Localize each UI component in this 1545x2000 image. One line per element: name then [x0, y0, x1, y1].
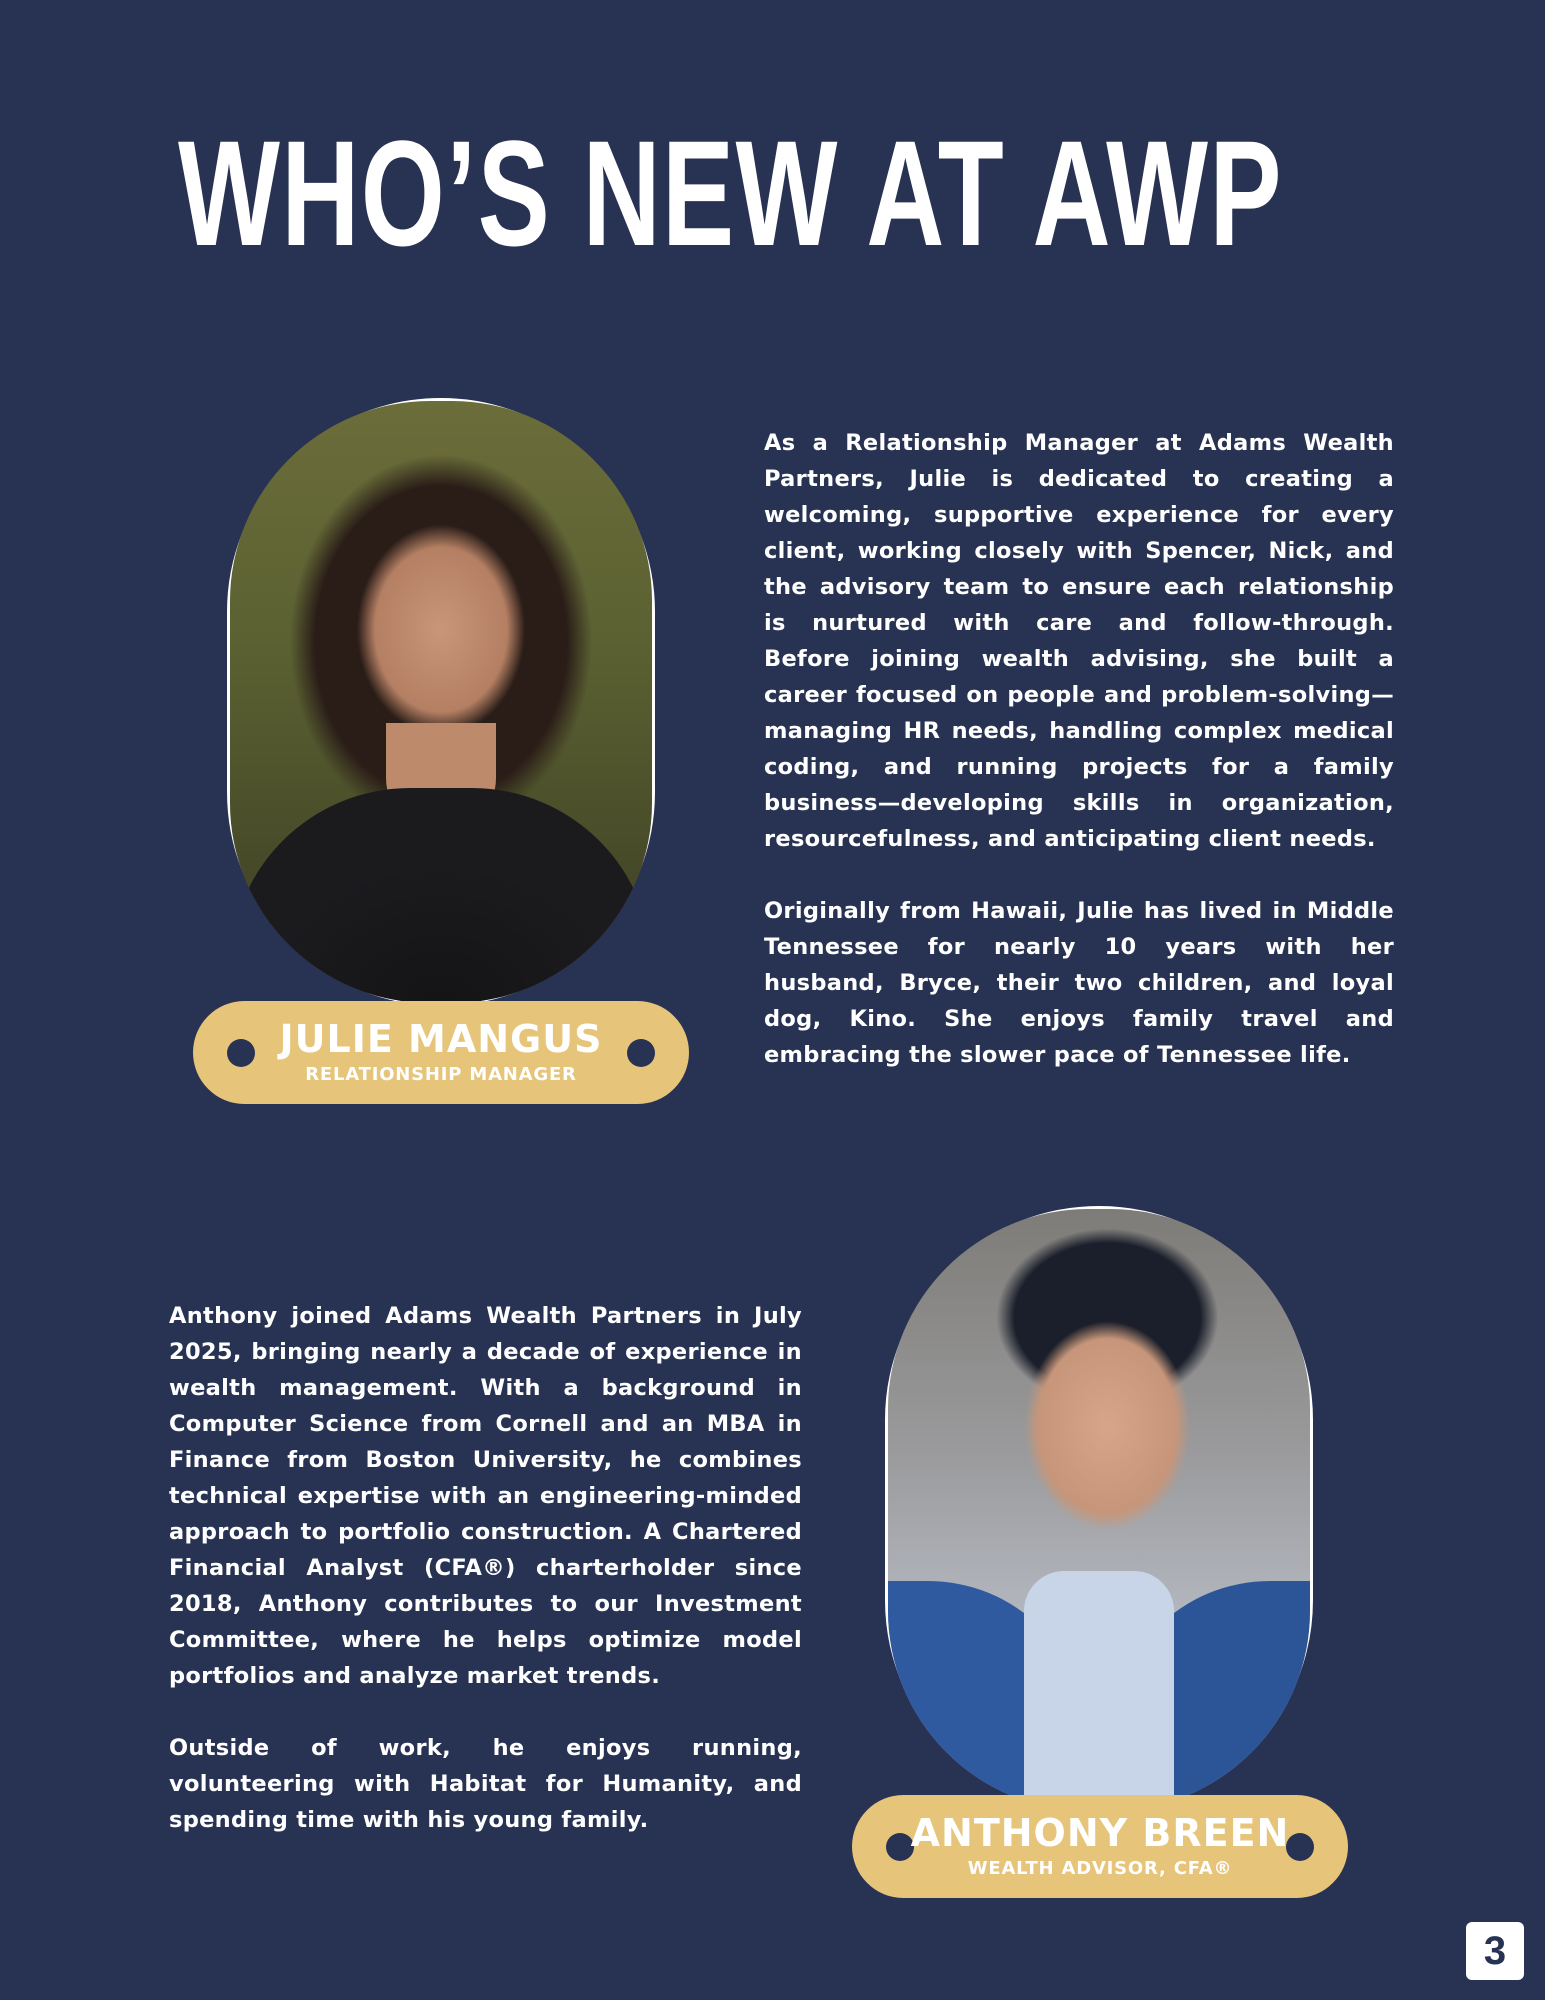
bio-paragraph: Outside of work, he enjoys running, volunteering with Habitat for Humanity, and spending time with his young family. [169, 1735, 802, 1833]
nameplate-anthony [852, 1795, 1348, 1898]
profile-role: WEALTH ADVISOR, CFA® [967, 1858, 1233, 1879]
portrait-frame-anthony [885, 1206, 1313, 1814]
page-number: 3 [1466, 1922, 1524, 1980]
portrait-frame-julie [227, 398, 655, 1006]
nameplate-julie [193, 1001, 689, 1104]
bio-paragraph: As a Relationship Manager at Adams Wealth Partners, Julie is dedicated to creating a welcoming, supportive experience for every client, working closely with Spencer, Nick, and the advisory team to ensure each relationship is nurtured with care and follow-through. Before joining wealth advising, she built a career focused on people and problem-solving—managing HR needs, handling complex medical coding, and running projects for a family business—developing skills in organization, resourcefulness, and anticipating client needs. [764, 430, 1394, 852]
bio-paragraph: Anthony joined Adams Wealth Partners in July 2025, bringing nearly a decade of experience in wealth management. With a background in Computer Science from Cornell and an MBA in Finance from Boston University, he combines technical expertise with an engineering-minded approach to portfolio construction. A Chartered Financial Analyst (CFA®) charterholder since 2018, Anthony contributes to our Investment Committee, where he helps optimize model portfolios and analyze market trends. [169, 1303, 802, 1689]
photo-anthony-breen [888, 1209, 1310, 1811]
photo-julie-mangus [230, 401, 652, 1003]
bio-anthony [169, 1298, 802, 1838]
profile-name: JULIE MANGUS [279, 1017, 603, 1061]
photo-detail [1024, 1571, 1174, 1811]
bio-paragraph: Originally from Hawaii, Julie has lived in Middle Tennessee for nearly 10 years with her husband, Bryce, their two children, and loyal dog, Kino. She enjoys family travel and embracing the slower pace of Tennessee life. [764, 898, 1394, 1068]
page-title: WHO’S NEW AT AWP [178, 109, 1283, 277]
bio-julie [764, 425, 1394, 1073]
photo-detail [230, 788, 652, 1003]
profile-name: ANTHONY BREEN [910, 1811, 1290, 1855]
profile-role: RELATIONSHIP MANAGER [305, 1064, 577, 1085]
